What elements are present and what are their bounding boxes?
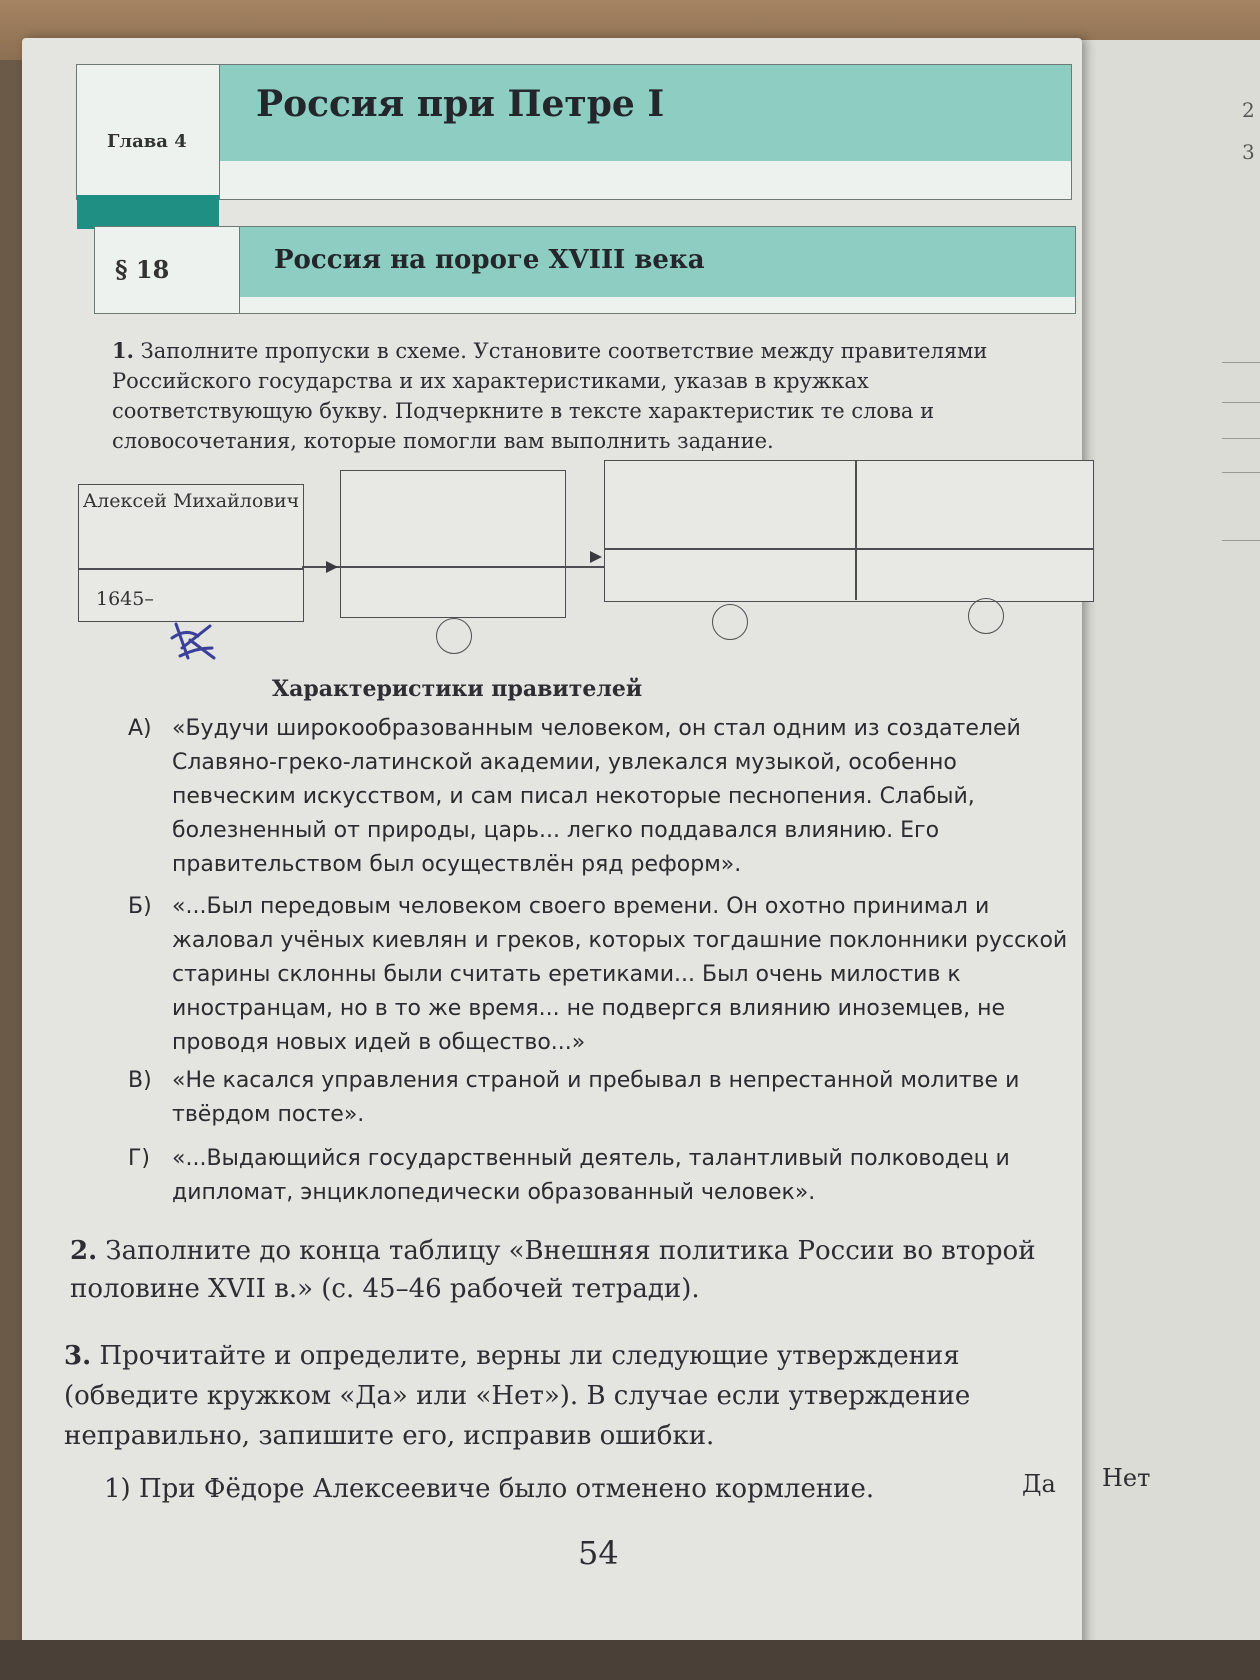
characteristic-v xyxy=(128,1064,1084,1132)
adjacent-page xyxy=(1080,40,1260,1640)
chapter-label: Глава 4 xyxy=(107,131,187,152)
task-1-number: 1. xyxy=(112,338,134,363)
task-1-text: Заполните пропуски в схеме. Установите соответствие между правителями Российского государства и их характеристиками, указав в кружках соответствующую букву. Подчеркните в тексте характеристик те слова и словосочетания, которые помогли вам выполнить задание. xyxy=(112,339,988,453)
table-surface-bottom xyxy=(0,1640,1260,1680)
answer-yes[interactable]: Да xyxy=(1022,1470,1056,1498)
task-2 xyxy=(70,1232,1090,1308)
characteristic-text: «Не касался управления страной и пребывал в непрестанной молитве и твёрдом посте». xyxy=(172,1068,1020,1127)
answer-no[interactable]: Нет xyxy=(1102,1464,1151,1492)
task-2-number: 2. xyxy=(70,1236,98,1266)
scheme-timeline-line xyxy=(302,566,604,568)
scheme-ruler-years: 1645– xyxy=(96,588,154,610)
adjacent-page-rule xyxy=(1222,362,1260,363)
task-1 xyxy=(112,336,1072,456)
scheme-box-blank-1[interactable] xyxy=(340,470,566,618)
chapter-accent-bar xyxy=(77,195,219,229)
answer-circle[interactable] xyxy=(712,604,748,640)
characteristic-b xyxy=(128,890,1084,1060)
adjacent-page-mark: 2 xyxy=(1242,98,1255,122)
section-number-cell xyxy=(95,227,240,313)
adjacent-page-rule xyxy=(1222,540,1260,541)
section-number: § 18 xyxy=(115,255,170,284)
characteristic-letter: А) xyxy=(128,716,152,741)
adjacent-page-mark: 3 xyxy=(1242,140,1255,164)
chapter-title-band xyxy=(220,65,1071,161)
task-3-text: Прочитайте и определите, верны ли следующие утверждения (обведите кружком «Да» или «Нет»). В случае если утверждение неправильно, запишите его, исправив ошибки. xyxy=(64,1341,971,1451)
characteristic-a xyxy=(128,712,1084,882)
answer-circle[interactable] xyxy=(436,618,472,654)
chapter-label-cell xyxy=(77,65,220,199)
characteristic-letter: Г) xyxy=(128,1146,150,1171)
section-title: Россия на пороге XVIII века xyxy=(274,245,705,275)
task-2-text: Заполните до конца таблицу «Внешняя политика России во второй половине XVII в.» (с. 45–46 рабочей тетради). xyxy=(70,1236,1036,1304)
characteristic-letter: В) xyxy=(128,1068,152,1093)
characteristic-text: «Будучи широкообразованным человеком, он стал одним из создателей Славяно-греко-латинской академии, увлекался музыкой, особенно певческим искусством, и сам писал некоторые песнопения. Слабый, болезненный от природы, царь... легко поддавался влиянию. Его правительством был осуществлён ряд реформ». xyxy=(172,716,1021,877)
scheme-box-divider xyxy=(855,460,857,600)
scheme-ruler-name: Алексей Михайлович xyxy=(82,490,300,512)
characteristic-letter: Б) xyxy=(128,894,152,919)
scheme-arrow-icon xyxy=(590,551,602,563)
task-3 xyxy=(64,1336,1094,1456)
page-number: 54 xyxy=(578,1534,619,1572)
scheme-timeline-line xyxy=(604,548,1094,550)
characteristic-text: «...Выдающийся государственный деятель, талантливый полководец и дипломат, энциклопедически образованный человек». xyxy=(172,1146,1010,1205)
adjacent-page-rule xyxy=(1222,472,1260,473)
statement-1: 1) При Фёдоре Алексеевиче было отменено кормление. xyxy=(104,1474,875,1504)
scheme-box-blank-2[interactable] xyxy=(604,460,1094,602)
scheme-arrow-icon xyxy=(326,561,338,573)
handwritten-scribble-icon xyxy=(168,618,220,664)
section-title-band xyxy=(240,227,1075,297)
adjacent-page-rule xyxy=(1222,438,1260,439)
task-3-number: 3. xyxy=(64,1341,92,1371)
chapter-header xyxy=(76,64,1072,200)
scheme-box-divider xyxy=(78,568,304,570)
chapter-title: Россия при Петре I xyxy=(256,83,665,125)
adjacent-page-rule xyxy=(1222,402,1260,403)
characteristic-text: «...Был передовым человеком своего времени. Он охотно принимал и жаловал учёных киевлян и греков, которых тогдашние поклонники русской старины склонны были считать еретиками... Был очень милостив к иностранцам, но в то же время... не подвергся влиянию иноземцев, не проводя новых идей в общество...» xyxy=(172,894,1068,1055)
section-header xyxy=(94,226,1076,314)
characteristic-g xyxy=(128,1142,1084,1210)
characteristics-heading: Характеристики правителей xyxy=(272,676,643,702)
answer-circle[interactable] xyxy=(968,598,1004,634)
